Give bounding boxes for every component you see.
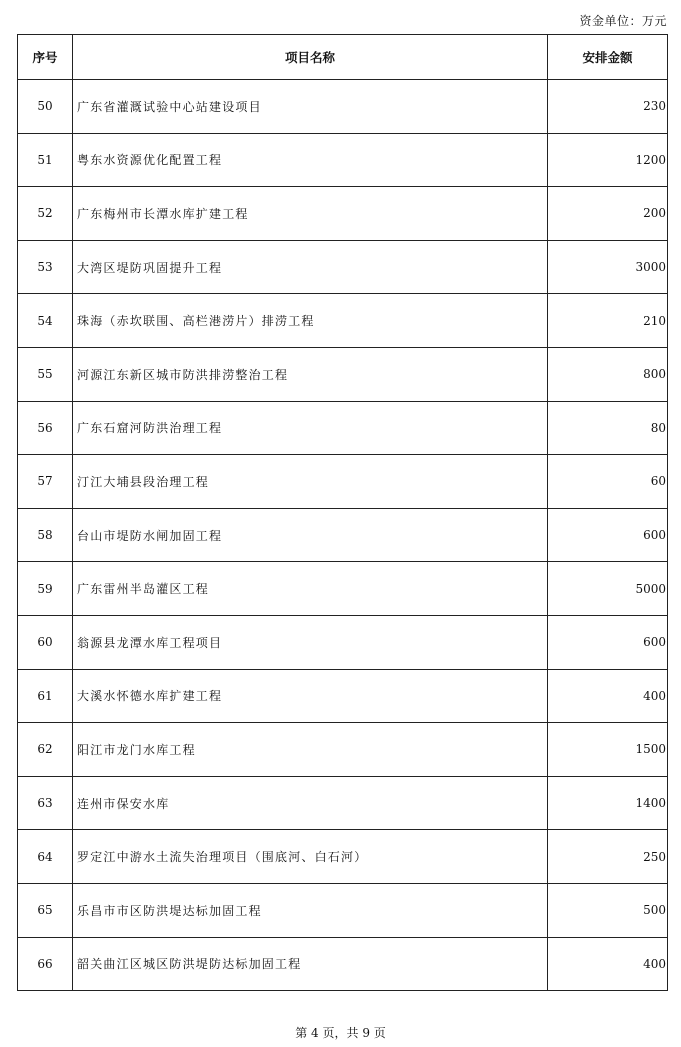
row-amount: 1400 bbox=[548, 776, 668, 830]
table-row bbox=[18, 883, 668, 937]
row-amount: 210 bbox=[548, 294, 668, 348]
table-row bbox=[18, 776, 668, 830]
row-seq: 56 bbox=[18, 401, 73, 455]
table-row bbox=[18, 615, 668, 669]
row-amount: 400 bbox=[548, 937, 668, 991]
row-project-name: 粤东水资源优化配置工程 bbox=[73, 133, 548, 187]
row-seq: 53 bbox=[18, 240, 73, 294]
row-seq: 63 bbox=[18, 776, 73, 830]
row-amount: 1500 bbox=[548, 723, 668, 777]
row-amount: 800 bbox=[548, 347, 668, 401]
row-seq: 62 bbox=[18, 723, 73, 777]
row-seq: 64 bbox=[18, 830, 73, 884]
table-row bbox=[18, 455, 668, 509]
table-row bbox=[18, 240, 668, 294]
row-seq: 57 bbox=[18, 455, 73, 509]
header-project-name: 项目名称 bbox=[73, 35, 548, 80]
row-amount: 230 bbox=[548, 80, 668, 134]
row-amount: 250 bbox=[548, 830, 668, 884]
row-seq: 61 bbox=[18, 669, 73, 723]
table-row bbox=[18, 937, 668, 991]
row-seq: 66 bbox=[18, 937, 73, 991]
row-seq: 65 bbox=[18, 883, 73, 937]
table-row bbox=[18, 508, 668, 562]
table-row bbox=[18, 401, 668, 455]
table-row bbox=[18, 562, 668, 616]
row-project-name: 翁源县龙潭水库工程项目 bbox=[73, 615, 548, 669]
row-seq: 50 bbox=[18, 80, 73, 134]
row-project-name: 珠海（赤坎联围、高栏港涝片）排涝工程 bbox=[73, 294, 548, 348]
table-row bbox=[18, 133, 668, 187]
row-project-name: 广东石窟河防洪治理工程 bbox=[73, 401, 548, 455]
header-amount: 安排金额 bbox=[548, 35, 668, 80]
row-amount: 5000 bbox=[548, 562, 668, 616]
row-project-name: 广东雷州半岛灌区工程 bbox=[73, 562, 548, 616]
table-row bbox=[18, 294, 668, 348]
row-amount: 400 bbox=[548, 669, 668, 723]
row-project-name: 大湾区堤防巩固提升工程 bbox=[73, 240, 548, 294]
table-row bbox=[18, 80, 668, 134]
row-seq: 55 bbox=[18, 347, 73, 401]
row-amount: 60 bbox=[548, 455, 668, 509]
row-seq: 51 bbox=[18, 133, 73, 187]
table-row bbox=[18, 347, 668, 401]
row-project-name: 连州市保安水库 bbox=[73, 776, 548, 830]
table-row bbox=[18, 187, 668, 241]
row-project-name: 汀江大埔县段治理工程 bbox=[73, 455, 548, 509]
row-project-name: 广东梅州市长潭水库扩建工程 bbox=[73, 187, 548, 241]
fund-unit-label: 资金单位：万元 bbox=[579, 14, 667, 28]
row-project-name: 阳江市龙门水库工程 bbox=[73, 723, 548, 777]
budget-table bbox=[17, 34, 668, 991]
row-project-name: 河源江东新区城市防洪排涝整治工程 bbox=[73, 347, 548, 401]
row-seq: 52 bbox=[18, 187, 73, 241]
table-row bbox=[18, 830, 668, 884]
row-seq: 58 bbox=[18, 508, 73, 562]
row-project-name: 韶关曲江区城区防洪堤防达标加固工程 bbox=[73, 937, 548, 991]
row-amount: 600 bbox=[548, 508, 668, 562]
table-row bbox=[18, 723, 668, 777]
row-project-name: 罗定江中游水土流失治理项目（围底河、白石河） bbox=[73, 830, 548, 884]
row-project-name: 台山市堤防水闸加固工程 bbox=[73, 508, 548, 562]
row-amount: 200 bbox=[548, 187, 668, 241]
row-seq: 54 bbox=[18, 294, 73, 348]
row-project-name: 乐昌市市区防洪堤达标加固工程 bbox=[73, 883, 548, 937]
header-seq: 序号 bbox=[18, 35, 73, 80]
row-project-name: 广东省灌溉试验中心站建设项目 bbox=[73, 80, 548, 134]
row-amount: 80 bbox=[548, 401, 668, 455]
row-project-name: 大溪水怀德水库扩建工程 bbox=[73, 669, 548, 723]
row-amount: 600 bbox=[548, 615, 668, 669]
table-header-row bbox=[18, 35, 668, 80]
row-seq: 60 bbox=[18, 615, 73, 669]
row-amount: 500 bbox=[548, 883, 668, 937]
row-amount: 3000 bbox=[548, 240, 668, 294]
row-amount: 1200 bbox=[548, 133, 668, 187]
row-seq: 59 bbox=[18, 562, 73, 616]
table-row bbox=[18, 669, 668, 723]
page-footer: 第 4 页，共 9 页 bbox=[295, 1026, 386, 1040]
